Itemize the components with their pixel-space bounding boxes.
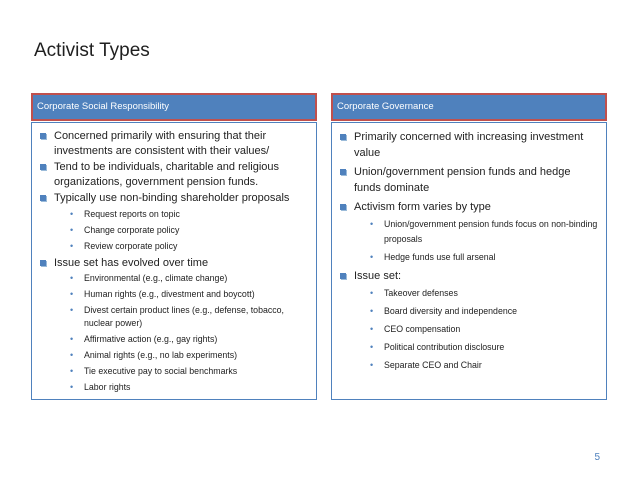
sub-bullet-text: Takeover defenses [384,288,458,298]
dot-bullet-icon: • [70,240,74,251]
sub-bullet-text: Request reports on topic [84,208,180,219]
sub-bullet-text: Human rights (e.g., divestment and boycott) [84,289,255,299]
slide-title: Activist Types [34,40,150,61]
sub-bullet-text: Labor rights [84,382,131,392]
dot-bullet-icon: • [70,382,74,392]
dot-bullet-icon: • [70,366,74,376]
csr-header: Corporate Social Responsibility [31,93,317,121]
sub-bullet-text: Separate CEO and Chair [384,360,482,370]
sub-bullet-text: Union/government pension funds focus on non-binding proposals [384,219,598,244]
sub-bullet-text: Animal rights (e.g., no lab experiments) [84,350,238,360]
dot-bullet-icon: • [370,288,374,298]
sub-bullet [354,286,600,301]
sub-bullet-text: Environmental (e.g., climate change) [84,273,228,283]
sub-bullet [54,224,310,237]
csr-panel [31,122,317,400]
square-bullet-icon [40,133,46,139]
sub-bullet-text: Divest certain product lines (e.g., defense, tobacco, nuclear power) [84,305,284,328]
sub-bullet-text: Political contribution disclosure [384,342,505,352]
square-bullet-icon [40,195,46,201]
bullet-text: Issue set: [354,270,402,282]
square-bullet-icon [340,169,346,175]
square-bullet-icon [40,260,46,266]
sub-bullet [354,358,600,373]
sub-bullet-text: Review corporate policy [84,240,178,251]
dot-bullet-icon: • [70,208,74,219]
bullet-text: Typically use non-binding shareholder proposals [54,192,290,204]
square-bullet-icon [40,164,46,170]
bullet [38,129,310,158]
sub-bullet [54,333,310,346]
governance-header: Corporate Governance [331,93,607,121]
dot-bullet-icon: • [370,342,374,352]
sub-bullet [54,381,310,394]
sub-bullet [354,304,600,319]
dot-bullet-icon: • [70,334,74,344]
bullet [38,160,310,189]
page-number: 5 [594,452,600,463]
sub-bullet [354,217,600,247]
governance-panel [331,122,607,400]
bullet-text: Primarily concerned with increasing investment value [354,131,584,159]
dot-bullet-icon: • [70,224,74,235]
sub-bullet [354,322,600,337]
bullet [338,164,600,196]
dot-bullet-icon: • [370,306,374,316]
sub-bullet-text: Affirmative action (e.g., gay rights) [84,334,218,344]
bullet [338,199,600,265]
bullet [338,268,600,373]
sub-bullet [54,304,310,330]
square-bullet-icon [340,134,346,140]
sub-bullet [54,240,310,253]
sub-bullet-text: Board diversity and independence [384,306,518,316]
bullet-text: Issue set has evolved over time [54,256,209,269]
sub-bullet [354,250,600,265]
bullet-text: Concerned primarily with ensuring that their investments are consistent with their values/ [54,130,270,157]
bullet-text: Union/government pension funds and hedge funds dominate [354,166,571,194]
sub-bullet [354,340,600,355]
dot-bullet-icon: • [370,219,374,229]
bullet [338,129,600,161]
dot-bullet-icon: • [70,273,74,283]
bullet [38,256,310,395]
sub-bullet-text: CEO compensation [384,324,461,334]
sub-bullet-text: Change corporate policy [84,224,180,235]
sub-bullet [54,349,310,362]
bullet [38,191,310,253]
sub-bullet [54,272,310,285]
sub-bullet-text: Tie executive pay to social benchmarks [84,366,238,376]
dot-bullet-icon: • [370,252,374,262]
dot-bullet-icon: • [70,289,74,299]
sub-bullet [54,208,310,221]
bullet-text: Tend to be individuals, charitable and religious organizations, government pension funds. [54,161,280,188]
dot-bullet-icon: • [70,350,74,360]
sub-bullet [54,288,310,301]
dot-bullet-icon: • [70,305,74,315]
sub-bullet-text: Hedge funds use full arsenal [384,252,496,262]
bullet-text: Activism form varies by type [354,201,491,213]
sub-bullet [54,365,310,378]
square-bullet-icon [340,273,346,279]
dot-bullet-icon: • [370,360,374,370]
square-bullet-icon [340,204,346,210]
dot-bullet-icon: • [370,324,374,334]
